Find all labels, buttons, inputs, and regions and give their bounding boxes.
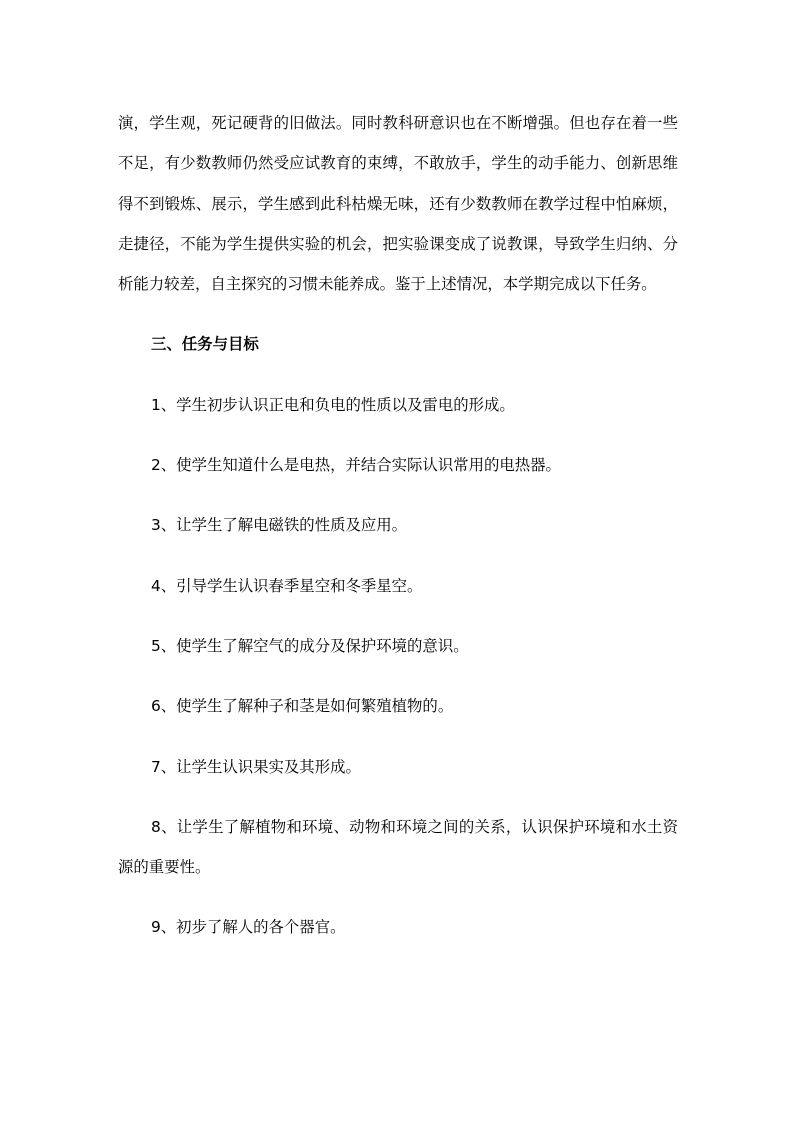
section-heading: 三、任务与目标: [151, 335, 259, 354]
task-item-2: 2、使学生知道什么是电热，并结合实际认识常用的电热器。: [151, 456, 561, 475]
document-body: [118, 103, 678, 948]
intro-paragraph: 演，学生观，死记硬背的旧做法。同时教科研意识也在不断增强。但也存在着一些不足，有少数教师仍然受应试教育的束缚，不敢放手，学生的动手能力、创新思维得不到锻炼、展示，学生感到此科枯燥无味，还有少数教师在教学过程中怕麻烦，走捷径，不能为学生提供实验的机会，把实验课变成了说教课，导致学生归纳、分析能力较差，自主探究的习惯未能养成。鉴于上述情况，本学期完成以下任务。: [118, 114, 678, 294]
task-item-6: 6、使学生了解种子和茎是如何繁殖植物的。: [151, 697, 454, 716]
task-item-4: 4、引导学生认识春季星空和冬季星空。: [151, 576, 423, 595]
task-item-7: 7、让学生认识果实及其形成。: [151, 757, 361, 776]
task-item-9: 9、初步了解人的各个器官。: [151, 918, 346, 937]
task-item-1: 1、学生初步认识正电和负电的性质以及雷电的形成。: [151, 395, 515, 414]
task-item-8: 8、让学生了解植物和环境、动物和环境之间的关系，认识保护环境和水土资源的重要性。: [118, 817, 678, 877]
task-item-3: 3、让学生了解电磁铁的性质及应用。: [151, 516, 408, 535]
task-item-5: 5、使学生了解空气的成分及保护环境的意识。: [151, 636, 469, 655]
